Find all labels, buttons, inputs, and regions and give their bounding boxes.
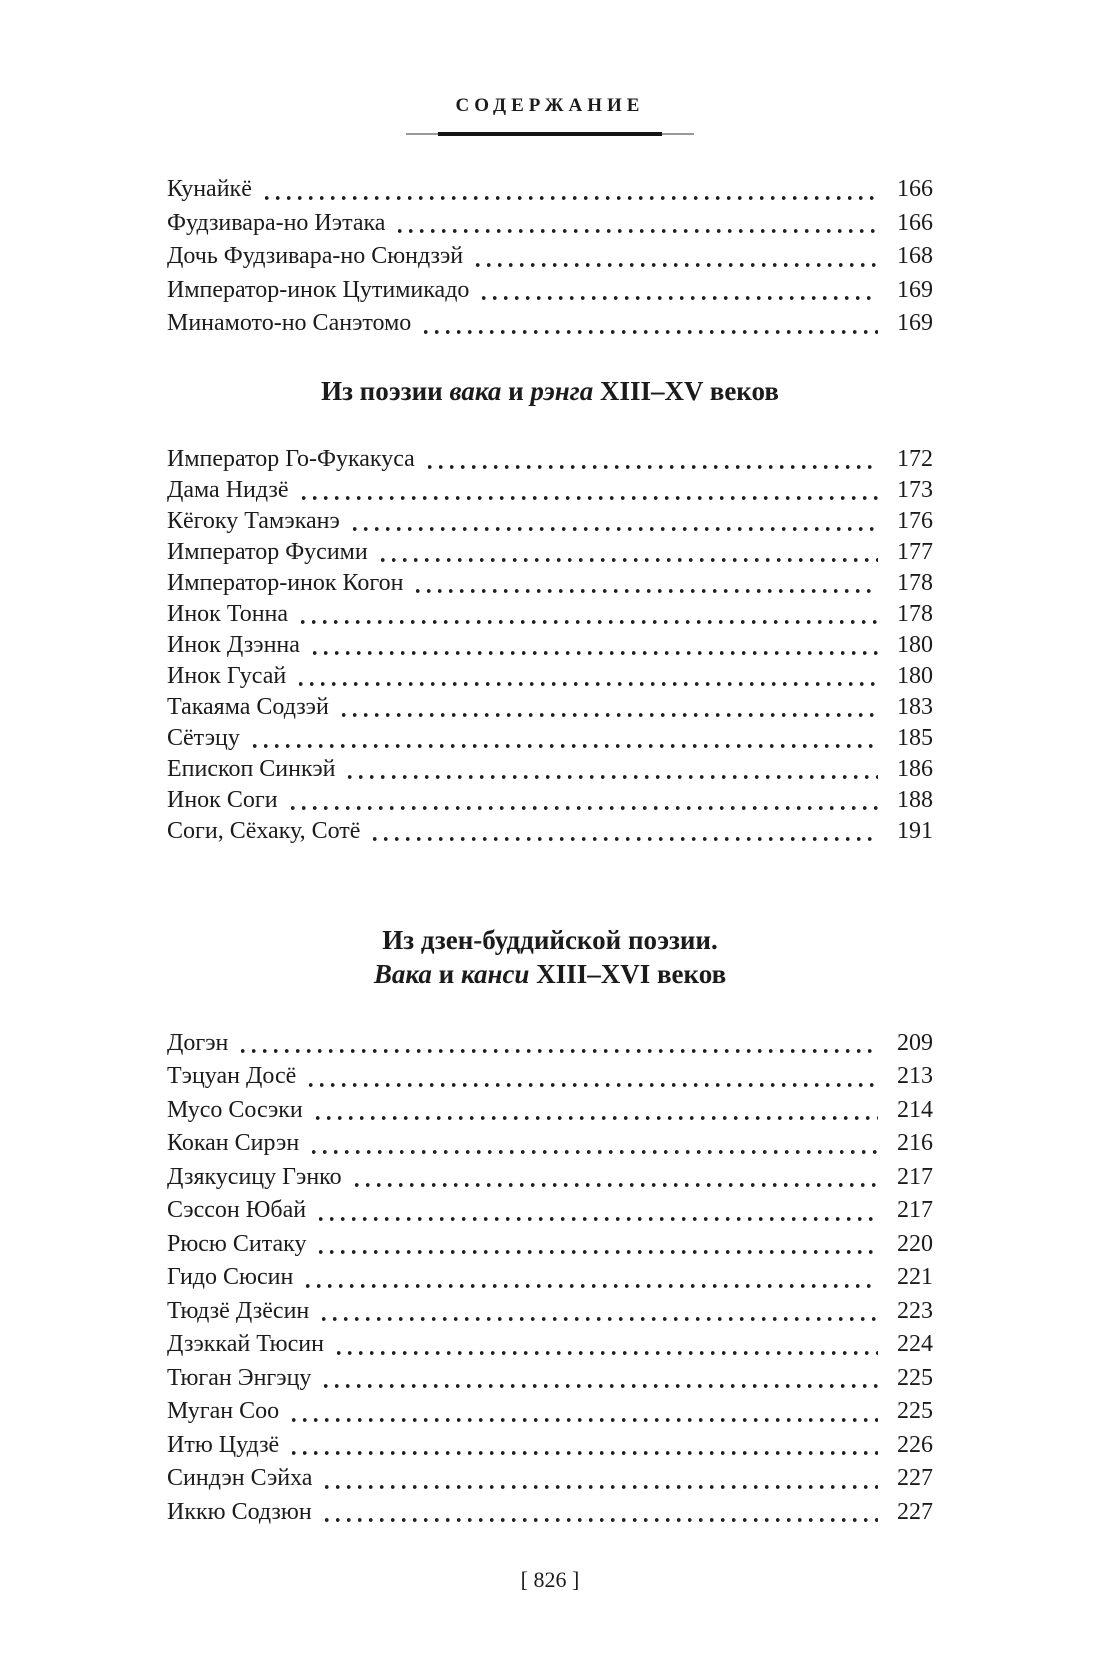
toc-entry [167,1462,933,1496]
toc-entry-title: Гидо Сюсин [167,1264,294,1290]
toc-entry-page: 172 [897,445,933,472]
dot-leader [325,1518,878,1522]
toc-entry-title: Император Го-Фукакуса [167,445,415,472]
toc-entry [167,1127,933,1161]
toc-entry-page: 191 [897,817,933,844]
dot-leader [373,837,878,841]
dot-leader [337,1351,878,1355]
toc-entry-page: 178 [897,600,933,627]
section-heading-line [167,923,933,957]
heading-text: и [501,375,531,406]
toc-entry [167,1496,933,1530]
toc-entry-page: 224 [897,1331,933,1357]
dot-leader [241,1049,878,1053]
toc-entry [167,506,933,537]
toc-entry-title: Муган Соо [167,1398,280,1424]
toc [167,173,933,1529]
toc-entry-page: 166 [897,209,933,236]
dot-leader [299,682,878,686]
section-heading [167,374,933,408]
dot-leader [482,296,878,300]
toc-entry-title: Инок Тонна [167,600,289,627]
toc-entry [167,1228,933,1262]
toc-entry-title: Инок Соги [167,786,278,813]
toc-entry [167,240,933,274]
toc-entry-page: 186 [897,755,933,782]
toc-entry-page: 166 [897,176,933,202]
toc-entry [167,568,933,599]
section-heading-line [167,374,933,408]
toc-entry-title: Кунайкё [167,176,252,202]
contents-page [167,0,933,1593]
dot-leader [348,775,878,779]
toc-entry-title: Итю Цудзё [167,1431,280,1458]
toc-entry [167,207,933,241]
toc-entry-page: 213 [897,1063,933,1089]
toc-entry-title: Император-инок Цутимикадо [167,276,470,303]
toc-entry-page: 188 [897,786,933,813]
toc-entry-page: 217 [897,1163,933,1190]
toc-entry-title: Догэн [167,1029,229,1056]
toc-entry [167,661,933,692]
toc-entry [167,173,933,207]
dot-leader [265,196,878,200]
toc-entry-page: 173 [897,476,933,503]
toc-entry-page: 216 [897,1130,933,1156]
dot-leader [301,620,878,624]
toc-entry-title: Кокан Сирэн [167,1130,300,1156]
toc-entry-title: Тэцуан Досё [167,1063,297,1089]
toc-entry-page: 169 [897,310,933,336]
toc-entry [167,1395,933,1429]
dot-leader [292,1451,878,1455]
dot-leader [324,1384,878,1388]
toc-entry-title: Дзякусицу Гэнко [167,1163,342,1190]
toc-entry-page: 185 [897,724,933,751]
dot-leader [398,229,878,233]
dot-leader [325,1485,878,1489]
toc-entry [167,692,933,723]
toc-entry-title: Инок Дзэнна [167,631,300,658]
toc-entry [167,1328,933,1362]
toc-entry-list [167,1027,933,1530]
toc-entry [167,723,933,754]
toc-entry-page: 180 [897,662,933,689]
decorative-divider [406,131,694,137]
heading-text: XIII–XV веков [593,375,779,406]
toc-entry-page: 209 [897,1029,933,1056]
toc-entry-title: Иккю Содзюн [167,1498,312,1525]
toc-entry [167,630,933,661]
toc-entry-page: 227 [897,1465,933,1491]
dot-leader [319,1250,878,1254]
toc-entry [167,1060,933,1094]
toc-entry-title: Синдэн Сэйха [167,1465,313,1491]
toc-entry-page: 214 [897,1096,933,1123]
toc-entry-title: Такаяма Содзэй [167,693,329,720]
toc-entry [167,1161,933,1195]
section-heading [167,923,933,991]
toc-entry-page: 227 [897,1498,933,1525]
toc-entry-title: Император-инок Когон [167,569,404,596]
toc-entry-page: 169 [897,276,933,303]
heading-text: и [431,958,461,989]
toc-entry [167,754,933,785]
dot-leader [342,713,878,717]
heading-italic-term: канси [460,958,530,989]
toc-entry-title: Фудзивара-но Иэтака [167,209,386,236]
toc-entry [167,1362,933,1396]
folio-page-number: [ 826 ] [520,1567,580,1592]
dot-leader [306,1284,878,1288]
toc-entry-title: Тюган Энгэцу [167,1364,312,1391]
toc-entry-page: 168 [897,243,933,269]
toc-entry-list [167,173,933,341]
toc-entry-page: 223 [897,1297,933,1324]
toc-entry-page: 221 [897,1264,933,1290]
dot-leader [291,806,878,810]
dot-leader [476,263,878,267]
toc-entry-title: Сётэцу [167,724,240,751]
toc-entry [167,1261,933,1295]
heading-italic-term: вака [449,375,502,406]
heading-italic-term: Вака [373,958,432,989]
toc-entry [167,444,933,475]
toc-entry [167,785,933,816]
toc-entry [167,1295,933,1329]
toc-entry [167,1194,933,1228]
toc-entry-title: Соги, Сёхаку, Сотё [167,817,361,844]
toc-entry-title: Минамото-но Санэтомо [167,310,412,336]
toc-entry-title: Инок Гусай [167,662,287,689]
dot-leader [322,1317,878,1321]
dot-leader [424,330,878,334]
toc-entry [167,537,933,568]
toc-entry-page: 217 [897,1197,933,1223]
heading-text: XIII–XVI веков [529,958,727,989]
toc-entry [167,307,933,341]
dot-leader [319,1217,878,1221]
toc-entry-page: 177 [897,538,933,565]
heading-italic-term: рэнга [530,375,594,406]
dot-leader [316,1116,878,1120]
toc-entry-title: Рюсю Ситаку [167,1230,307,1257]
page-title: СОДЕРЖАНИЕ [455,95,645,116]
toc-entry-title: Кёгоку Тамэканэ [167,507,340,534]
dot-leader [381,558,878,562]
dot-leader [416,589,878,593]
toc-entry-title: Тюдзё Дзёсин [167,1297,310,1324]
toc-entry [167,475,933,506]
toc-entry-list [167,444,933,847]
heading-text: Из дзен-буддийской поэзии. [382,924,718,955]
toc-entry-title: Мусо Сосэки [167,1096,303,1123]
heading-text: Из поэзии [321,375,450,406]
toc-entry [167,1094,933,1128]
toc-entry-page: 180 [897,631,933,658]
dot-leader [355,1183,878,1187]
dot-leader [292,1418,878,1422]
dot-leader [253,744,878,748]
toc-entry-page: 183 [897,693,933,720]
dot-leader [353,527,878,531]
toc-entry-title: Дочь Фудзивара-но Сюндзэй [167,243,464,269]
dot-leader [309,1083,878,1087]
toc-entry-page: 225 [897,1364,933,1391]
toc-entry [167,1429,933,1463]
toc-entry-title: Дама Нидзё [167,476,289,503]
dot-leader [428,465,878,469]
toc-entry-title: Сэссон Юбай [167,1197,307,1223]
toc-entry-page: 220 [897,1230,933,1257]
toc-entry [167,816,933,847]
toc-entry [167,274,933,308]
toc-entry-page: 226 [897,1431,933,1458]
toc-entry-title: Император Фусими [167,538,368,565]
dot-leader [312,1150,878,1154]
toc-entry-page: 178 [897,569,933,596]
toc-entry-title: Епископ Синкэй [167,755,336,782]
toc-entry-page: 176 [897,507,933,534]
section-heading-line [167,957,933,991]
toc-entry [167,599,933,630]
dot-leader [313,651,878,655]
toc-entry-title: Дзэккай Тюсин [167,1331,324,1357]
dot-leader [302,496,878,500]
toc-entry [167,1027,933,1061]
toc-entry-page: 225 [897,1398,933,1424]
